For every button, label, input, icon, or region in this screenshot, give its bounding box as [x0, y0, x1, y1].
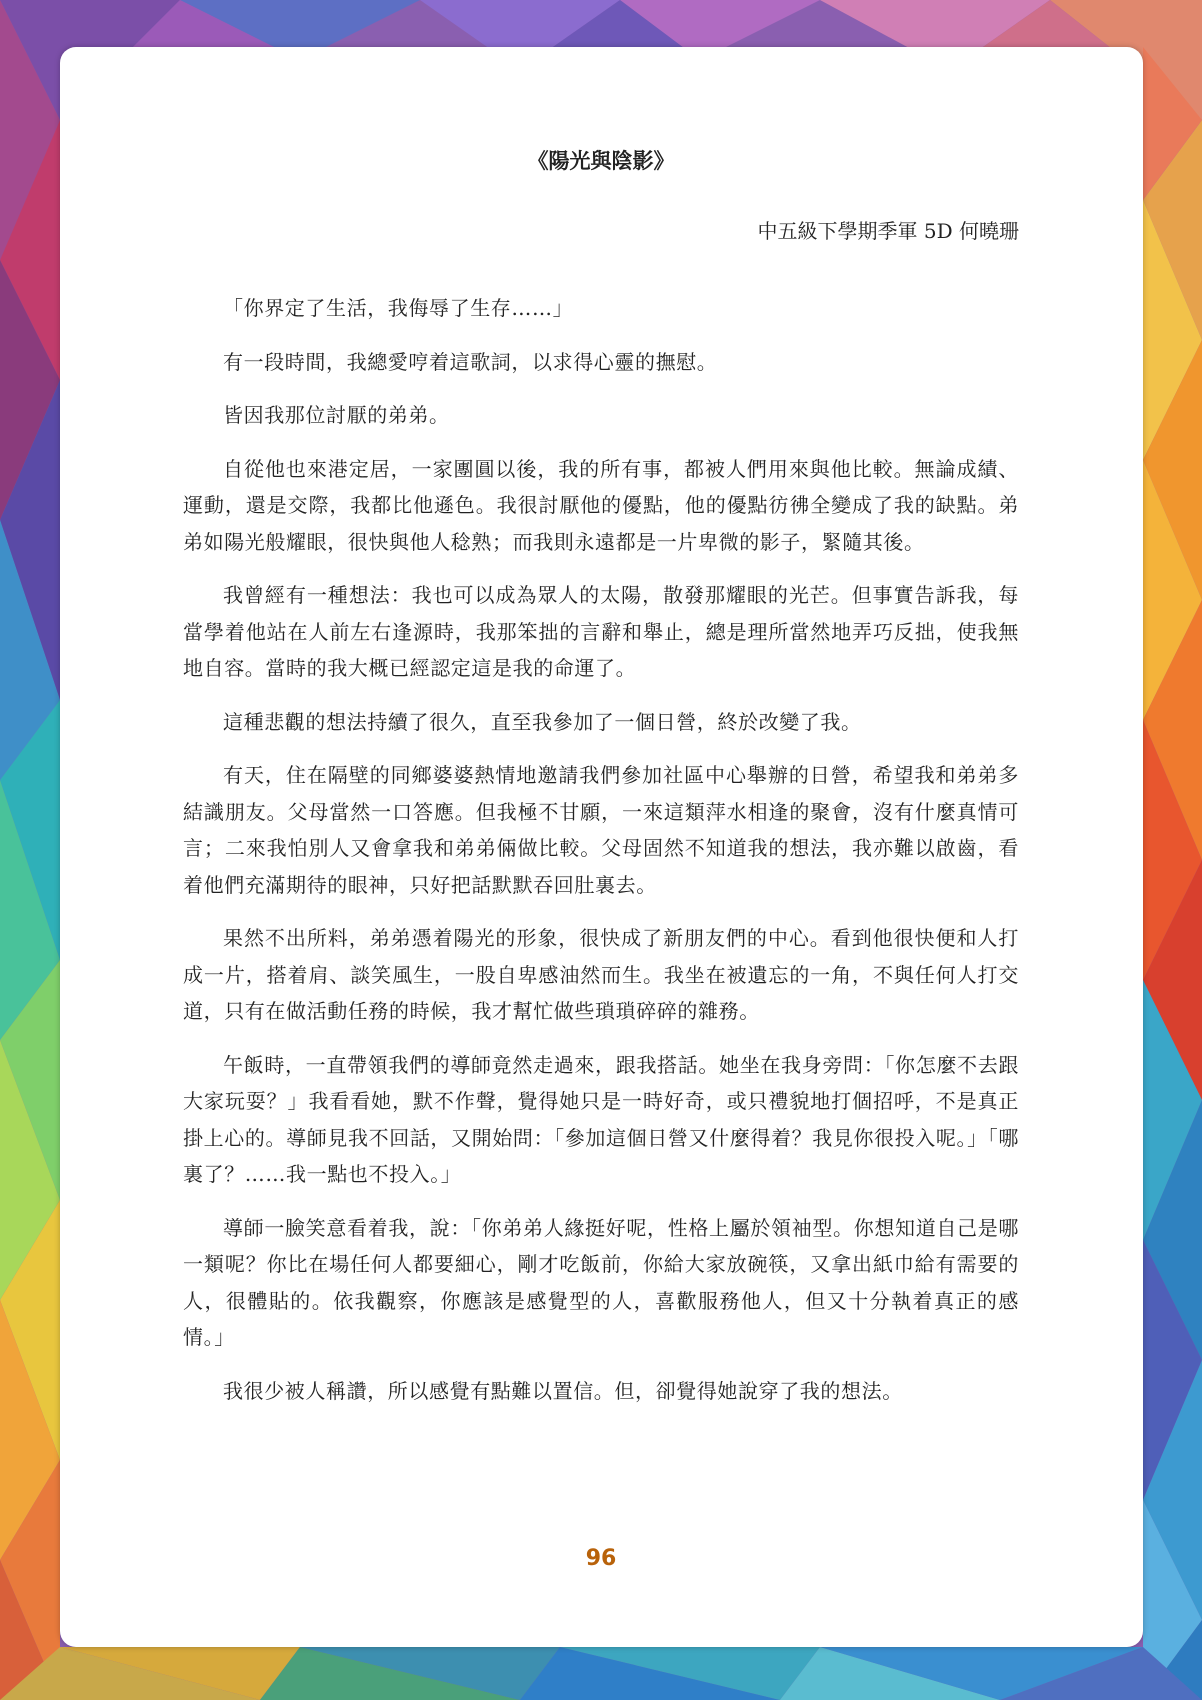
paragraph: 午飯時，一直帶領我們的導師竟然走過來，跟我搭話。她坐在我身旁問：「你怎麼不去跟大家玩耍？」我看看她，默不作聲，覺得她只是一時好奇，或只禮貌地打個招呼，不是真正掛上心的。導師見我不回話，又開始問：「參加這個日營又什麼得着？我見你很投入呢。」「哪裏了？……我一點也不投入。」	[183, 1052, 1019, 1186]
document-content	[183, 146, 1019, 1426]
essay-body	[183, 290, 1019, 1409]
paragraph: 皆因我那位討厭的弟弟。	[223, 403, 450, 427]
paragraph: 自從他也來港定居，一家團圓以後，我的所有事，都被人們用來與他比較。無論成績、運動，還是交際，我都比他遜色。我很討厭他的優點，他的優點彷彿全變成了我的缺點。弟弟如陽光般耀眼，很快與他人稔熟；而我則永遠都是一片卑微的影子，緊隨其後。	[183, 456, 1019, 554]
paragraph: 這種悲觀的想法持續了很久，直至我參加了一個日營，終於改變了我。	[223, 709, 862, 734]
paragraph: 有一段時間，我總愛哼着這歌詞，以求得心靈的撫慰。	[223, 349, 718, 374]
paragraph: 有天，住在隔壁的同鄉婆婆熱情地邀請我們參加社區中心舉辦的日營，希望我和弟弟多結識朋友。父母當然一口答應。但我極不甘願，一來這類萍水相逢的聚會，沒有什麼真情可言；二來我怕別人又會拿我和弟弟倆做比較。父母固然不知道我的想法，我亦難以啟齒，看着他們充滿期待的眼神，只好把話默默吞回肚裏去。	[183, 763, 1019, 897]
paragraph: 果然不出所料，弟弟憑着陽光的形象，很快成了新朋友們的中心。看到他很快便和人打成一片，搭着肩、談笑風生，一股自卑感油然而生。我坐在被遺忘的一角，不與任何人打交道，只有在做活動任務的時候，我才幫忙做些瑣瑣碎碎的雜務。	[183, 926, 1019, 1023]
paragraph: 導師一臉笑意看着我，說：「你弟弟人緣挺好呢，性格上屬於領袖型。你想知道自己是哪一類呢？你比在場任何人都要細心，剛才吃飯前，你給大家放碗筷，又拿出紙巾給有需要的人，很體貼的。依我觀察，你應該是感覺型的人，喜歡服務他人，但又十分執着真正的感情。」	[183, 1215, 1019, 1349]
paragraph: 「你界定了生活，我侮辱了生存……」	[223, 296, 574, 320]
essay-title: 《陽光與陰影》	[527, 148, 675, 173]
author-byline: 中五級下學期季軍 5D 何曉珊	[757, 219, 1019, 243]
paragraph: 我很少被人稱讚，所以感覺有點難以置信。但，卻覺得她說穿了我的想法。	[223, 1378, 903, 1403]
paragraph: 我曾經有一種想法：我也可以成為眾人的太陽，散發那耀眼的光芒。但事實告訴我，每當學着他站在人前左右逢源時，我那笨拙的言辭和舉止，總是理所當然地弄巧反拙，使我無地自容。當時的我大概已經認定這是我的命運了。	[183, 583, 1019, 680]
page-number: 96	[585, 1546, 617, 1571]
